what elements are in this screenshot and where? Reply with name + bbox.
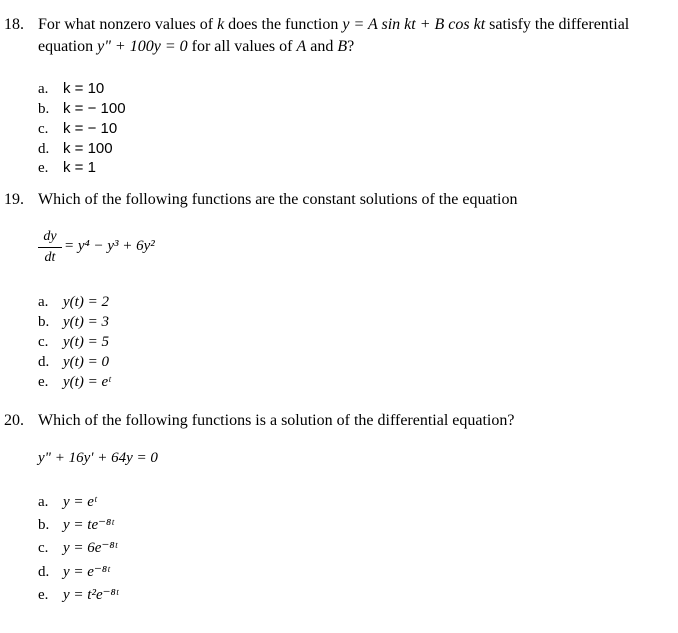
q19-equation-rhs: = y⁴ − y³ + 6y²	[64, 238, 155, 254]
q20-option-b-letter: b.	[38, 517, 50, 533]
q20-option-b[interactable]: y = te⁻⁸ᵗ	[63, 517, 114, 533]
q18-and: and	[310, 38, 334, 55]
q20-option-d-letter: d.	[38, 564, 50, 580]
q18-var-k: k	[217, 16, 225, 33]
q18-equation: y" + 100y = 0	[97, 38, 188, 55]
q18-option-c-letter: c.	[38, 121, 49, 137]
q20-option-a-letter: a.	[38, 494, 49, 510]
q20-option-e[interactable]: y = t²e⁻⁸ᵗ	[63, 587, 119, 603]
question-18-number: 18.	[4, 16, 24, 33]
q20-option-d[interactable]: y = e⁻⁸ᵗ	[63, 564, 110, 580]
q19-option-d-letter: d.	[38, 354, 50, 370]
q19-derivative-fraction	[38, 229, 62, 266]
q18-option-d-letter: d.	[38, 141, 50, 157]
q18-text-before: For what nonzero values of	[38, 16, 214, 33]
q18-option-b[interactable]: k = − 100	[63, 100, 126, 117]
q20-option-e-letter: e.	[38, 587, 49, 603]
q18-text-after: satisfy the differential	[489, 16, 630, 33]
q19-option-a[interactable]: y(t) = 2	[63, 294, 109, 310]
q18-option-a-letter: a.	[38, 81, 49, 97]
q20-option-c[interactable]: y = 6e⁻⁸ᵗ	[63, 540, 118, 556]
q18-function-expression: y = A sin kt + B cos kt	[342, 16, 486, 33]
q18-option-b-letter: b.	[38, 101, 50, 117]
q18-var-B: B	[337, 38, 348, 55]
q20-option-c-letter: c.	[38, 540, 49, 556]
q18-line2-pre: for all values of	[191, 38, 293, 55]
question-20-number: 20.	[4, 412, 24, 429]
q20-equation: y" + 16y' + 64y = 0	[38, 450, 158, 466]
q19-option-b[interactable]: y(t) = 3	[63, 314, 109, 330]
q18-qmark: ?	[347, 38, 355, 55]
fraction-bar	[38, 247, 62, 248]
q19-derivative-numerator: dy	[43, 229, 57, 244]
q18-option-a[interactable]: k = 10	[63, 80, 105, 97]
question-18-text	[38, 14, 674, 58]
q19-option-d[interactable]: y(t) = 0	[63, 354, 109, 370]
q19-option-a-letter: a.	[38, 294, 49, 310]
question-19-text: Which of the following functions are the constant solutions of the equation	[38, 191, 518, 208]
q18-line2-start: equation	[38, 38, 94, 55]
question-20-text: Which of the following functions is a solution of the differential equation?	[38, 412, 515, 429]
q19-option-e-letter: e.	[38, 374, 49, 390]
q19-option-c[interactable]: y(t) = 5	[63, 334, 109, 350]
q19-derivative-denominator: dt	[44, 250, 56, 265]
q18-option-e-letter: e.	[38, 160, 49, 176]
q19-option-b-letter: b.	[38, 314, 50, 330]
q18-var-A: A	[296, 38, 307, 55]
q19-option-c-letter: c.	[38, 334, 49, 350]
q18-option-d[interactable]: k = 100	[63, 140, 113, 157]
q18-text-mid: does the function	[228, 16, 339, 33]
q18-option-c[interactable]: k = − 10	[63, 120, 118, 137]
q20-option-a[interactable]: y = eᵗ	[63, 494, 97, 510]
q18-option-e[interactable]: k = 1	[63, 159, 96, 176]
q19-option-e[interactable]: y(t) = eᵗ	[63, 374, 111, 390]
question-19-number: 19.	[4, 191, 24, 208]
